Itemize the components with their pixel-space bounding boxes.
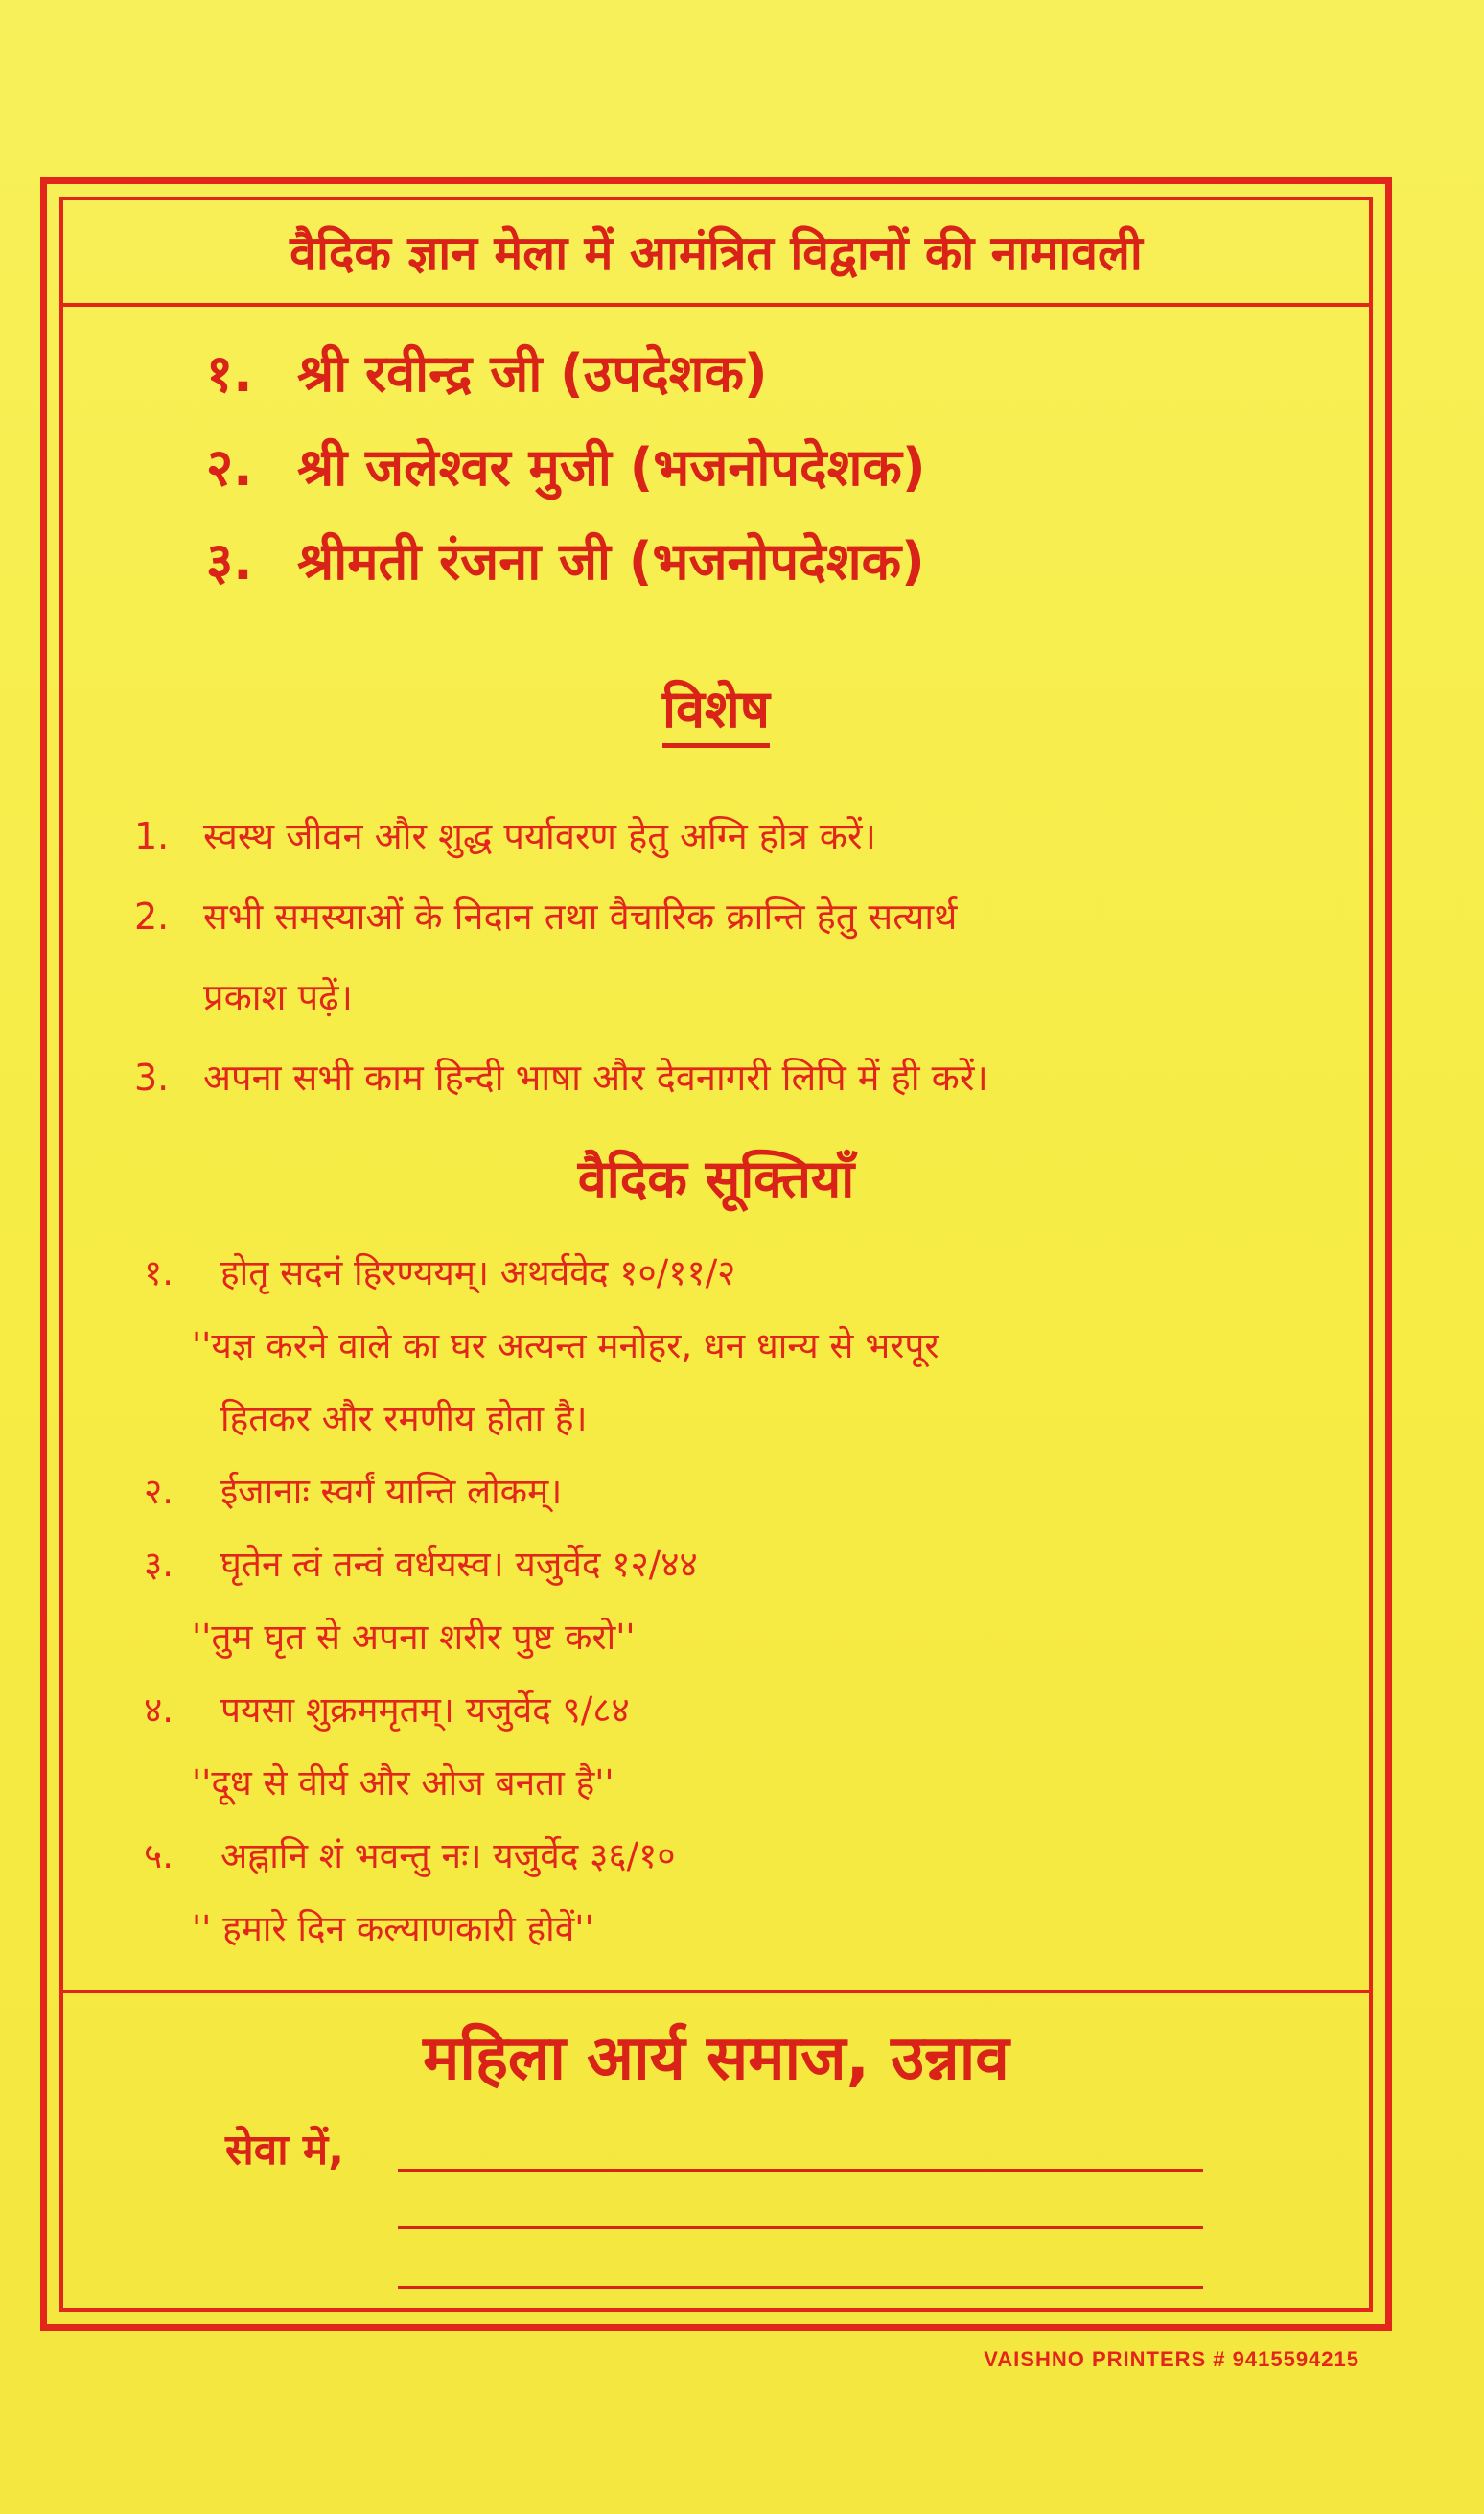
- item-number: 3.: [134, 1057, 170, 1099]
- list-item: [134, 1037, 1352, 1118]
- list-item: [144, 1820, 1352, 1893]
- suktiyan-list: [144, 1237, 1352, 1966]
- item-text: सभी समस्याओं के निदान तथा वैचारिक क्रान्ति हेतु सत्यार्थ: [203, 896, 958, 938]
- scholar-name: श्री जलेश्वर मुजी (भजनोपदेशक): [297, 437, 926, 498]
- list-item: [144, 1674, 1352, 1747]
- list-item: [134, 876, 1352, 957]
- item-text: स्वस्थ जीवन और शुद्ध पर्यावरण हेतु अग्नि होत्र करें।: [203, 815, 876, 857]
- scholar-name: श्रीमती रंजना जी (भजनोपदेशक): [297, 531, 925, 592]
- organization-name: महिला आर्य समाज, उन्नाव: [423, 2023, 1009, 2094]
- sukti-text: होतृ सदनं हिरण्ययम्। अथर्ववेद १०/११/२: [220, 1252, 736, 1293]
- sukti-text: अह्नानि शं भवन्तु नः। यजुर्वेद ३६/१०: [220, 1835, 676, 1876]
- printer-credit: VAISHNO PRINTERS # 9415594215: [984, 2347, 1359, 2371]
- address-line: [398, 2169, 1203, 2172]
- suktiyan-heading: [59, 1141, 1373, 1212]
- item-number: ५.: [144, 1835, 174, 1876]
- address-line: [398, 2286, 1203, 2289]
- scholar-name: श्री रवीन्द्र जी (उपदेशक): [297, 343, 768, 404]
- sukti-text: ईजानाः स्वर्गं यान्ति लोकम्।: [220, 1471, 563, 1512]
- sukti-meaning: ''दूध से वीर्य और ओज बनता है'': [192, 1762, 614, 1804]
- sukti-text: घृतेन त्वं तन्वं वर्धयस्व। यजुर्वेद १२/४४: [220, 1544, 698, 1585]
- sukti-meaning: ''तुम घृत से अपना शरीर पुष्ट करो'': [192, 1617, 636, 1658]
- sukti-meaning: हितकर और रमणीय होता है।: [220, 1398, 588, 1439]
- scholar-list: [206, 336, 926, 617]
- item-number: १.: [144, 1252, 174, 1293]
- item-number: ४.: [144, 1689, 174, 1731]
- item-continuation: प्रकाश पढ़ें।: [203, 976, 353, 1018]
- item-number: ३.: [206, 531, 253, 592]
- special-heading: [59, 671, 1373, 742]
- header-divider: [59, 303, 1373, 307]
- item-number: १.: [206, 343, 253, 404]
- list-item: [206, 430, 926, 524]
- seva-label: सेवा में,: [225, 2126, 344, 2175]
- list-item: [144, 1528, 1352, 1601]
- address-line: [398, 2226, 1203, 2229]
- list-item: [134, 796, 1352, 876]
- suktiyan-title: वैदिक सूक्तियाँ: [577, 1149, 855, 1209]
- list-item: [144, 1237, 1352, 1310]
- item-number: 1.: [134, 815, 170, 857]
- sukti-meaning: '' हमारे दिन कल्याणकारी होवें'': [192, 1908, 594, 1949]
- special-list: [134, 796, 1352, 1118]
- list-item: [144, 1455, 1352, 1528]
- list-item: [206, 524, 926, 617]
- sukti-text: पयसा शुक्रममृतम्। यजुर्वेद ९/८४: [220, 1689, 630, 1731]
- page-title: वैदिक ज्ञान मेला में आमंत्रित विद्वानों की नामावली: [290, 225, 1143, 281]
- special-title: विशेष: [662, 679, 770, 748]
- item-number: २.: [144, 1471, 174, 1512]
- footer-divider: [59, 1990, 1373, 1993]
- item-text: अपना सभी काम हिन्दी भाषा और देवनागरी लिपि में ही करें।: [203, 1057, 988, 1099]
- item-number: २.: [206, 437, 253, 498]
- list-item: [206, 336, 926, 430]
- sukti-meaning: ''यज्ञ करने वाले का घर अत्यन्त मनोहर, धन धान्य से भरपूर: [192, 1325, 939, 1366]
- item-number: ३.: [144, 1544, 174, 1585]
- item-number: 2.: [134, 896, 170, 938]
